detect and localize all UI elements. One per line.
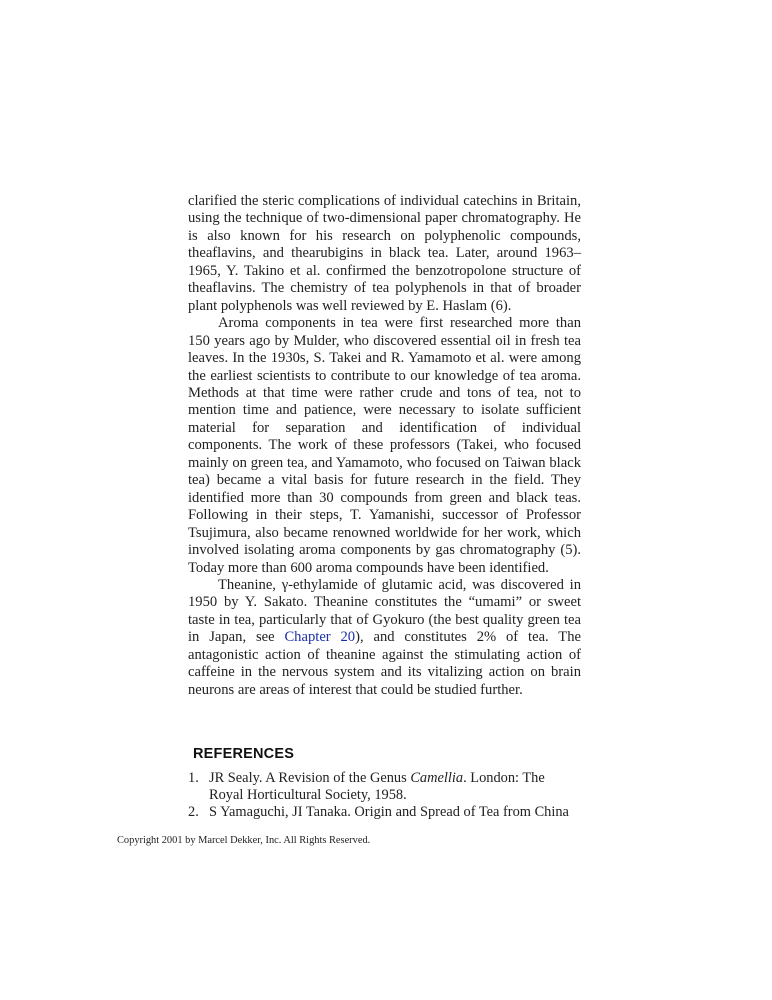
paragraph-theanine: [188, 577, 581, 699]
reference-item: [188, 804, 581, 821]
theanine-text-start: Theanine, γ-ethylamide of glutamic acid, was discovered in 1950 by Y. Sakato. Theanine constitutes the “umami” or sweet taste in tea, particularly that of Gyokuro (the best quality green tea in Japan, see: [188, 576, 581, 646]
theanine-text-end: ), and constitutes 2% of tea. The antagonistic action of theanine against the stimulating action of caffeine in the nervous system and its vitalizing action on brain neurons are areas of interest that could be studied further.: [188, 629, 581, 698]
reference-number: 2.: [188, 804, 199, 820]
reference-text: S Yamaguchi, JI Tanaka. Origin and Spread of Tea from China: [209, 804, 569, 820]
body-text: [188, 193, 581, 699]
references-heading: REFERENCES: [193, 746, 295, 762]
reference-item: [188, 770, 581, 804]
reference-text: JR Sealy. A Revision of the Genus: [209, 770, 411, 786]
paragraph-polyphenols: clarified the steric complications of individual catechins in Britain, using the technique of two-dimensional paper chromatography. He is also known for his research on polyphenolic compounds, theaflavins, and thearubigins in black tea. Later, around 1963–1965, Y. Takino et al. confirmed the benzotropolone structure of theaflavins. The chemistry of tea polyphenols in that of broader plant polyphenols was well reviewed by E. Haslam (6).: [188, 193, 581, 314]
reference-list: [188, 770, 581, 821]
copyright-footer: Copyright 2001 by Marcel Dekker, Inc. All Rights Reserved.: [117, 835, 371, 846]
paragraph-aroma: Aroma components in tea were first researched more than 150 years ago by Mulder, who discovered essential oil in fresh tea leaves. In the 1930s, S. Takei and R. Yamamoto et al. were among the earliest scientists to contribute to our knowledge of tea aroma. Methods at that time were rather crude and tons of tea, not to mention time and patience, were necessary to isolate sufficient material for separation and identification of individual components. The work of these professors (Takei, who focused mainly on green tea, and Yamamoto, who focused on Taiwan black tea) became a vital basis for future research in the field. They identified more than 30 compounds from green and black teas. Following in their steps, T. Yamanishi, successor of Professor Tsujimura, also became renowned worldwide for her work, which involved isolating aroma components by gas chromatography (5). Today more than 600 aroma compounds have been identified.: [188, 315, 581, 576]
reference-text-end: . London: The Royal Horticultural Society, 1958.: [209, 770, 545, 803]
reference-italic-title: Camellia: [410, 770, 464, 786]
chapter-20-link[interactable]: Chapter 20: [284, 629, 356, 646]
reference-number: 1.: [188, 770, 199, 786]
